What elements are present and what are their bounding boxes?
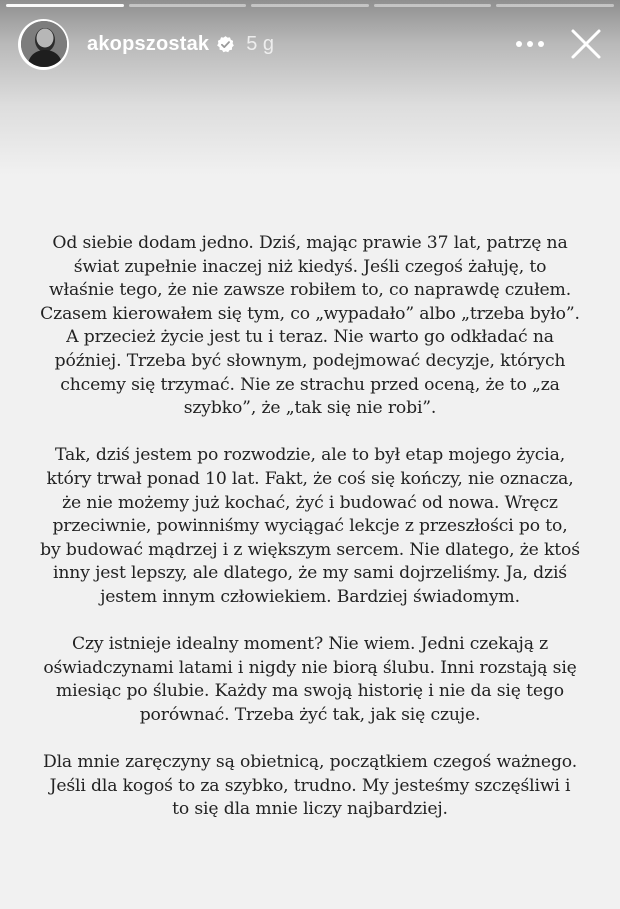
username[interactable]: akopszostak — [87, 32, 210, 55]
progress-segment — [129, 4, 247, 7]
avatar-photo — [21, 21, 67, 67]
story-paragraph — [30, 232, 590, 421]
text-line: chcemy się trzymać. Nie ze strachu przed oceną, że to „za — [60, 374, 560, 395]
text-line: świat zupełnie inaczej niż kiedyś. Jeśli czegoś żałuję, to — [73, 256, 547, 277]
text-line: jestem innym człowiekiem. Bardziej świadomym. — [100, 586, 520, 607]
text-line: że nie możemy już kochać, żyć i budować od nowa. Wręcz — [62, 492, 558, 513]
avatar[interactable] — [18, 19, 69, 70]
story-paragraph — [30, 633, 590, 727]
text-line: by budować mądrzej i z większym sercem. Nie dlatego, że ktoś — [40, 539, 580, 560]
text-line: który trwał ponad 10 lat. Fakt, że coś się kończy, nie oznacza, — [46, 468, 574, 489]
text-line: właśnie tego, że nie zawsze robiłem to, co naprawdę czułem. — [48, 280, 572, 301]
text-line: przeciwnie, powinniśmy wyciągać lekcje z przeszłości po to, — [52, 516, 568, 537]
more-options-button[interactable] — [510, 24, 550, 64]
close-button[interactable] — [564, 22, 608, 66]
story-progress-bar — [6, 4, 614, 7]
text-line: A przecież życie jest tu i teraz. Nie warto go odkładać na — [66, 327, 554, 348]
text-line: inny jest lepszy, ale dlatego, że my sami dojrzeliśmy. Ja, dziś — [53, 563, 567, 584]
text-line: szybko”, że „tak się nie robi”. — [183, 398, 437, 419]
text-line: później. Trzeba być słownym, podejmować decyzje, których — [54, 350, 566, 371]
text-line: Czy istnieje idealny moment? Nie wiem. Jedni czekają z — [71, 634, 549, 655]
story-paragraph — [30, 444, 590, 609]
text-line: porównać. Trzeba żyć tak, jak się czuje. — [139, 704, 481, 725]
story-timestamp: 5 g — [246, 32, 275, 55]
story-header — [18, 16, 608, 72]
text-line: Tak, dziś jestem po rozwodzie, ale to był etap mojego życia, — [54, 445, 566, 466]
progress-segment — [496, 4, 614, 7]
progress-segment — [251, 4, 369, 7]
story-paragraph — [30, 751, 590, 822]
story-text-block — [30, 232, 590, 845]
text-line: Czasem kierowałem się tym, co „wypadało” albo „trzeba było”. — [40, 303, 580, 324]
verified-badge-icon — [216, 35, 235, 54]
progress-segment — [6, 4, 124, 7]
text-line: Od siebie dodam jedno. Dziś, mając prawie 37 lat, patrzę na — [52, 233, 568, 253]
progress-segment — [374, 4, 492, 7]
text-line: Dla mnie zaręczyny są obietnicą, początkiem czegoś ważnego. — [42, 752, 578, 773]
text-line: oświadczynami latami i nigdy nie biorą ślubu. Inni rozstają się — [43, 657, 577, 678]
text-line: Jeśli dla kogoś to za szybko, trudno. My jesteśmy szczęśliwi i — [49, 775, 571, 796]
close-icon — [570, 28, 602, 60]
text-line: miesiąc po ślubie. Każdy ma swoją historię i nie da się tego — [56, 681, 564, 702]
text-line: to się dla mnie liczy najbardziej. — [172, 799, 448, 820]
more-horizontal-icon — [515, 40, 545, 48]
